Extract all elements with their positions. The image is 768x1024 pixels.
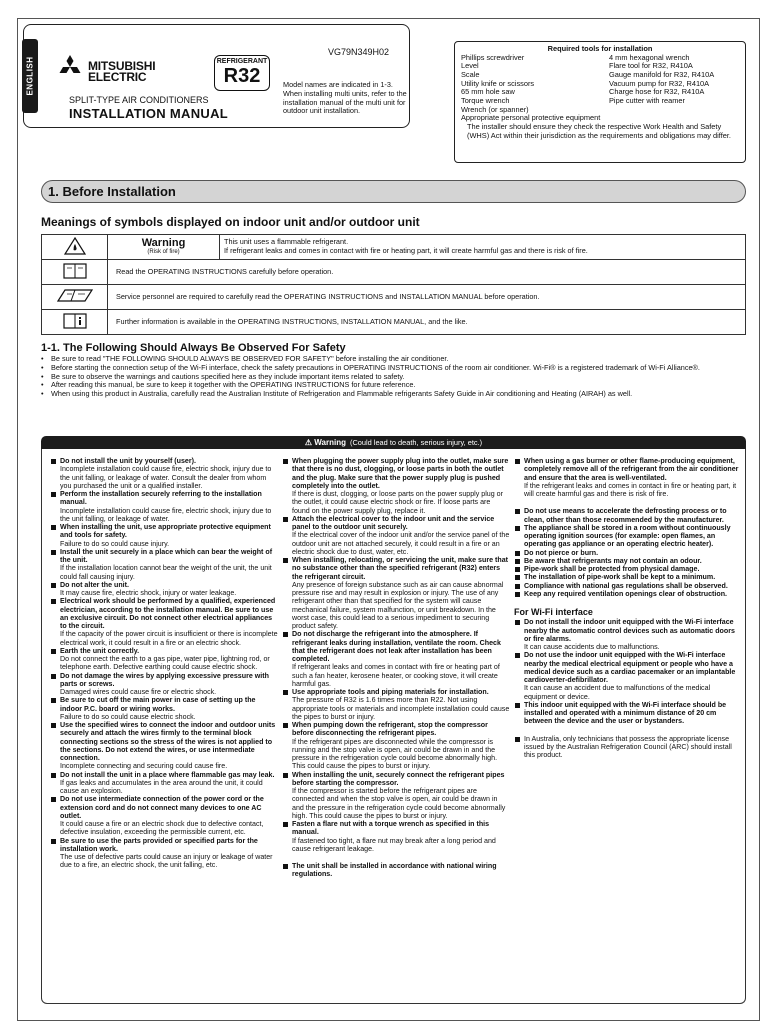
symbol-cell bbox=[42, 260, 108, 285]
warning-item bbox=[514, 590, 742, 598]
warning-item bbox=[50, 837, 278, 870]
warning-item-note: Damaged wires could cause fire or electric shock. bbox=[60, 688, 217, 696]
safety-bullet: • When using this product in Australia, carefully read the Australian Institute of Refrigeration and Flammable refrigerants Safety Guide in Air conditioning and Heating (AIRAH) as well. bbox=[41, 390, 747, 399]
refrigerant-label: REFRIGERANT bbox=[216, 58, 268, 65]
warning-item-title: When installing the unit, securely connect the refrigerant pipes before starting the compressor. bbox=[292, 770, 505, 787]
warning-item-title: Do not use the indoor unit equipped with the Wi-Fi interface nearby the medical electrical equipment or people who have a medical device such as a cardiac pacemaker or an implantable cardioverter-defibrillator. bbox=[524, 651, 736, 685]
warning-item-title: Earth the unit correctly. bbox=[60, 646, 140, 655]
section-heading: 1. Before Installation bbox=[41, 180, 746, 203]
manual-title: INSTALLATION MANUAL bbox=[69, 106, 229, 121]
warning-item bbox=[282, 820, 510, 853]
warning-item-title: Do not use means to accelerate the defrosting process or to clean, other than those recommended by the manufacturer. bbox=[524, 507, 727, 524]
model-note: Model names are indicated in 1-3. When installing multi units, refer to the installation manual of the multi unit for outdoor unit installation. bbox=[283, 80, 407, 116]
subsection-heading: For Wi-Fi interface bbox=[514, 607, 593, 617]
warning-item bbox=[514, 507, 742, 524]
symbols-heading: Meanings of symbols displayed on indoor unit and/or outdoor unit bbox=[41, 215, 420, 229]
warning-item-title: Do not use intermediate connection of the power cord or the extension cord and do not connect many devices to one AC outlet. bbox=[60, 795, 264, 820]
warning-item-title: This indoor unit equipped with the Wi-Fi interface should be installed and operated with a minimum distance of 20 cm between the device and the user or bystanders. bbox=[524, 700, 727, 726]
warning-item-note: Incomplete connecting and securing could cause fire. bbox=[60, 762, 228, 771]
warning-item-title: Do not discharge the refrigerant into the atmosphere. If refrigerant leaks during installation, ventilate the room. Check that the refrigerant does not leak after installation has been completed. bbox=[292, 630, 501, 663]
warning-item-title: Electrical work should be performed by a qualified, experienced electrician, according to the installation manual. Be sure to use an exclusive circuit. Do not connect other electrical appliances to the circuit. bbox=[60, 597, 276, 630]
warning-item-title: The unit shall be installed in accordance with national wiring regulations. bbox=[292, 862, 497, 879]
warning-item-title: When installing, relocating, or servicing the unit, make sure that no substance other than the specified refrigerant (R32) enters the refrigerant circuit. bbox=[292, 556, 509, 581]
warning-item bbox=[50, 457, 278, 490]
symbol-row-read-text: Read the OPERATING INSTRUCTIONS carefully before operation. bbox=[108, 260, 746, 285]
spacer bbox=[514, 726, 742, 735]
warning-item bbox=[514, 524, 742, 549]
warning-label-cell bbox=[108, 235, 220, 260]
warning-sub: (Risk of fire) bbox=[147, 249, 180, 256]
document-number: VG79N349H02 bbox=[328, 47, 390, 57]
warning-item-title: Fasten a flare nut with a torque wrench as specified in this manual. bbox=[292, 820, 490, 837]
warning-item bbox=[514, 618, 742, 651]
tools-list bbox=[461, 54, 739, 115]
warning-item-title: When pumping down the refrigerant, stop the compressor before disconnecting the refrigerant pipes. bbox=[292, 721, 488, 738]
warning-item bbox=[514, 557, 742, 565]
tool-item: Charge hose for R32, R410A bbox=[609, 87, 705, 97]
tool-item: Torque wrench bbox=[461, 95, 510, 105]
warning-item-title: Use appropriate tools and piping materials for installation. bbox=[292, 688, 489, 696]
warning-item-note: If the compressor is started before the refrigerant pipes are connected and when the stop valve is open, air could be drawn in and the pressure in the refrigeration cycle could become abnormally high. This could cause the pipes to burst or injury. bbox=[292, 787, 506, 820]
spacer bbox=[514, 598, 742, 607]
warning-item-note: Do not connect the earth to a gas pipe, water pipe, lightning rod, or telephone earth. Defective earthing could cause electric shock. bbox=[60, 655, 270, 672]
mitsubishi-logo-icon bbox=[57, 55, 83, 79]
warning-item-note: If gas leaks and accumulates in the area around the unit, it could cause an explosion. bbox=[60, 778, 263, 795]
symbol-row-service bbox=[42, 285, 746, 310]
tool-item: Gauge manifold for R32, R410A bbox=[609, 69, 715, 79]
symbol-row-read bbox=[42, 260, 746, 285]
flammable-warning-icon bbox=[64, 237, 86, 255]
warning-item-title: When using a gas burner or other flame-producing equipment, completely remove all of the refrigerant from the air conditioner and ensure that the area is well-ventilated. bbox=[524, 457, 739, 482]
tools-note: The installer should ensure they check the respective Work Health and Safety (WHS) Act within their jurisdiction as the requirements and obligations may differ. bbox=[467, 121, 731, 140]
tool-item: Scale bbox=[461, 69, 480, 79]
warning-item-title: Be sure to use the parts provided or specified parts for the installation work. bbox=[60, 836, 258, 853]
safety-bullet: • After reading this manual, be sure to keep it together with the OPERATING INSTRUCTIONS for future reference. bbox=[41, 381, 747, 390]
brand-line2: ELECTRIC bbox=[88, 70, 147, 84]
warning-item-title: Compliance with national gas regulations shall be observed. bbox=[524, 581, 728, 590]
warning-item bbox=[514, 735, 742, 760]
manual-subtitle: SPLIT-TYPE AIR CONDITIONERS bbox=[69, 95, 209, 105]
warning-item-title: Do not alter the unit. bbox=[60, 580, 129, 589]
warning-item-note: The pressure of R32 is 1.6 times more than R22. Not using appropriate tools or materials and incomplete installation could cause the pipes to burst or injury. bbox=[292, 696, 510, 721]
warning-item bbox=[50, 795, 278, 836]
warning-item bbox=[282, 556, 510, 630]
warning-item bbox=[50, 647, 278, 672]
warning-item-note: It may cause fire, electric shock, injury or water leakage. bbox=[60, 589, 237, 597]
warning-line1: This unit uses a flammable refrigerant. bbox=[224, 237, 349, 247]
warning-item-note: If the refrigerant leaks and comes in contact in fire or heating part, it will create harmful gas and there is risk of fire. bbox=[524, 481, 737, 498]
symbol-cell bbox=[42, 285, 108, 310]
tool-item: Level bbox=[461, 61, 479, 71]
warning-item-note: Failure to do so could cause injury. bbox=[60, 539, 170, 548]
refrigerant-code: R32 bbox=[223, 65, 261, 88]
warning-bar-label: Warning bbox=[314, 438, 346, 447]
warning-item-title: Be sure to cut off the main power in case of setting up the indoor P.C. board or wiring works. bbox=[60, 696, 256, 713]
tool-item: Utility knife or scissors bbox=[461, 78, 535, 88]
service-manual-icon bbox=[55, 287, 95, 305]
warning-item-title: Keep any required ventilation openings clear of obstruction. bbox=[524, 589, 727, 598]
tool-item: Vacuum pump for R32, R410A bbox=[609, 78, 710, 88]
warning-item-note: The use of defective parts could cause an injury or leakage of water due to a fire, an electric shock, the unit falling, etc. bbox=[60, 853, 273, 870]
symbol-row-info bbox=[42, 310, 746, 335]
tool-item: Pipe cutter with reamer bbox=[609, 95, 685, 105]
warning-item bbox=[282, 515, 510, 556]
warning-item-title: Do not pierce or burn. bbox=[524, 548, 599, 557]
warning-bar-note: (Could lead to death, serious injury, etc.) bbox=[349, 438, 483, 447]
tool-item bbox=[609, 106, 739, 115]
warning-item bbox=[282, 457, 510, 515]
warning-item-title: The appliance shall be stored in a room without continuously operating ignition sources (for example: open flames, an operating gas appliance or an operating electric heater). bbox=[524, 523, 731, 549]
tool-item: 4 mm hexagonal wrench bbox=[609, 52, 690, 62]
tool-item: Flare tool for R32, R410A bbox=[609, 61, 693, 71]
warning-item-title: When plugging the power supply plug into the outlet, make sure that there is no dust, clogging, or loose parts in both the outlet and the plug. Make sure that the power supply plug is pushed completely into the outlet. bbox=[292, 457, 509, 490]
warning-item bbox=[50, 597, 278, 647]
spacer bbox=[282, 853, 510, 862]
symbol-row-info-text: Further information is available in the OPERATING INSTRUCTIONS, INSTALLATION MANUAL, and the like. bbox=[108, 310, 746, 335]
safety-bullets bbox=[41, 355, 747, 399]
tools-title: Required tools for installation bbox=[547, 44, 653, 53]
warning-item bbox=[50, 672, 278, 697]
warning-item-note: It can cause an accident due to malfunctions of the medical equipment or device. bbox=[524, 684, 711, 701]
warning-item-note: In Australia, only technicians that possess the appropriate license issued by the Australian Refrigeration Council (ARC) should install this product. bbox=[524, 734, 732, 760]
language-tab bbox=[22, 39, 38, 113]
warning-item bbox=[514, 701, 742, 726]
warning-item-title: Use the specified wires to connect the indoor and outdoor units securely and attach the wires firmly to the terminal block connecting sections so the stress of the wires is not applied to the sections. Do not extend the wires, or use intermediate connection. bbox=[60, 721, 276, 762]
warning-column-3 bbox=[514, 457, 742, 759]
warning-item bbox=[282, 688, 510, 721]
warning-item-note: It could cause a fire or an electric shock due to defective contact, defective insulation, exceeding the permissible current, etc. bbox=[60, 820, 264, 837]
warning-item-note: If refrigerant leaks and comes in contact with fire or heating part of such a fan heater, kerosene heater, or cooking stove, it will create harmful gas. bbox=[292, 663, 500, 688]
warning-item-title: Install the unit securely in a place which can bear the weight of the unit. bbox=[60, 547, 273, 564]
warning-item bbox=[50, 581, 278, 598]
safety-heading: 1-1. The Following Should Always Be Observed For Safety bbox=[41, 342, 346, 354]
warning-item-title: Perform the installation securely referring to the installation manual. bbox=[60, 490, 262, 507]
warning-bar: ⚠ Warning (Could lead to death, serious injury, etc.) bbox=[41, 436, 746, 449]
symbols-table bbox=[41, 234, 746, 335]
brand-name bbox=[88, 61, 155, 83]
warning-item bbox=[514, 573, 742, 581]
warning-item-note: Any presence of foreign substance such as air can cause abnormal pressure rise and may result in explosion or injury. The use of any refrigerant other than that specified for the system will cause mechanical failure, system malfunction, or unit breakdown. In the worst case, this could lead to a serious impediment to securing product safety. bbox=[292, 580, 504, 630]
warning-item-note: Incomplete installation could cause fire, electric shock, injury due to the unit falling, or leakage of water. Consult the dealer from whom you purchased the unit or a qualified installer. bbox=[60, 465, 272, 490]
warning-item-title: Do not install the unit in a place where flammable gas may leak. bbox=[60, 770, 275, 779]
refrigerant-badge bbox=[214, 55, 270, 91]
warning-item bbox=[282, 771, 510, 821]
warning-item bbox=[282, 630, 510, 688]
warning-item bbox=[514, 651, 742, 701]
spacer bbox=[514, 498, 742, 507]
warning-item bbox=[514, 565, 742, 573]
warning-text-cell bbox=[220, 235, 746, 260]
warning-item-title: Do not damage the wires by applying excessive pressure with parts or screws. bbox=[60, 671, 269, 688]
tool-item: Wrench (or spanner) bbox=[461, 104, 529, 114]
warning-item bbox=[50, 523, 278, 548]
warning-item bbox=[50, 721, 278, 771]
tool-item: 65 mm hole saw bbox=[461, 87, 515, 97]
warning-title: Warning bbox=[141, 237, 186, 250]
safety-bullet: • Be sure to read "THE FOLLOWING SHOULD ALWAYS BE OBSERVED FOR SAFETY" before installing the air conditioner. bbox=[41, 355, 747, 364]
warning-column-1 bbox=[50, 457, 278, 870]
warning-item-note: It can cause accidents due to malfunctions. bbox=[524, 643, 660, 652]
symbol-cell bbox=[42, 235, 108, 260]
warning-item bbox=[514, 582, 742, 590]
warning-item-note: If the refrigerant pipes are disconnected while the compressor is running and the stop valve is open, air could be drawn in and the pressure in the refrigeration cycle could become abnormally high. This could cause the pipes to burst or injury. bbox=[292, 737, 498, 771]
warning-item-title: When installing the unit, use appropriate protective equipment and tools for safety. bbox=[60, 523, 271, 540]
warning-item bbox=[50, 696, 278, 721]
brand-line1: MITSUBISHI bbox=[88, 59, 156, 73]
warning-item-note: If the installation location cannot bear the weight of the unit, the unit could fall causing injury. bbox=[60, 564, 272, 581]
warning-item bbox=[514, 549, 742, 557]
warning-item bbox=[514, 457, 742, 498]
warning-item-note: If the electrical cover of the indoor unit and/or the service panel of the outdoor unit are not attached securely, it could result in a fire or an electric shock due to dust, water, etc. bbox=[292, 531, 510, 556]
warning-item-note: If there is dust, clogging, or loose parts on the power supply plug or the outlet, it could cause electric shock or fire. If loose parts are found on the power supply plug, replace it. bbox=[292, 490, 503, 515]
tool-item: Phillips screwdriver bbox=[461, 52, 525, 62]
warning-item bbox=[50, 490, 278, 523]
warning-item-note: Failure to do so could cause electric shock. bbox=[60, 712, 196, 721]
warning-item-title: Attach the electrical cover to the indoor unit and the service panel to the outdoor unit securely. bbox=[292, 514, 495, 531]
language-tab-label: ENGLISH bbox=[25, 56, 35, 96]
info-book-icon bbox=[62, 312, 88, 330]
safety-bullet: • Before starting the connection setup of the Wi-Fi interface, check the safety precautions in OPERATING INSTRUCTIONS of the room air conditioner. Wi-Fi® is a registered trademark of Wi-Fi Alliance®. bbox=[41, 364, 747, 373]
warning-item bbox=[50, 548, 278, 581]
warning-item-title: The installation of pipe-work shall be kept to a minimum. bbox=[524, 573, 716, 582]
warning-line2: If refrigerant leaks and comes in contact with fire or heating part, it will create harmful gas and there is risk of fire. bbox=[224, 246, 588, 255]
book-icon bbox=[62, 262, 88, 280]
warning-column-2 bbox=[282, 457, 510, 879]
warning-item-note: Incomplete installation could cause fire, electric shock, injury due to the unit falling, or leakage of water. bbox=[60, 506, 272, 523]
symbol-row-warning bbox=[42, 235, 746, 260]
warning-item-note: If the capacity of the power circuit is insufficient or there is incomplete electrical work, it could result in a fire or an electric shock. bbox=[60, 630, 278, 647]
warning-item-note: If fastened too tight, a flare nut may break after a long period and cause refrigerant leakage. bbox=[292, 836, 496, 853]
warning-item-title: Do not install the indoor unit equipped with the Wi-Fi interface nearby the automatic control devices such as automatic doors or fire alarms. bbox=[524, 618, 735, 643]
warning-item-title: Do not install the unit by yourself (user). bbox=[60, 457, 196, 465]
symbol-cell bbox=[42, 310, 108, 335]
symbol-row-service-text: Service personnel are required to carefully read the OPERATING INSTRUCTIONS and INSTALLATION MANUAL before operation. bbox=[108, 285, 746, 310]
required-tools-box bbox=[454, 41, 746, 163]
safety-bullet: • Be sure to observe the warnings and cautions specified here as they include important items related to safety. bbox=[41, 373, 747, 382]
warning-item bbox=[50, 771, 278, 796]
tools-ppe: Appropriate personal protective equipment bbox=[461, 113, 601, 123]
warning-item bbox=[282, 721, 510, 771]
warning-item bbox=[282, 862, 510, 879]
warning-item-title: Be aware that refrigerants may not contain an odour. bbox=[524, 556, 702, 565]
warning-item-title: Pipe-work shall be protected from physical damage. bbox=[524, 565, 700, 573]
